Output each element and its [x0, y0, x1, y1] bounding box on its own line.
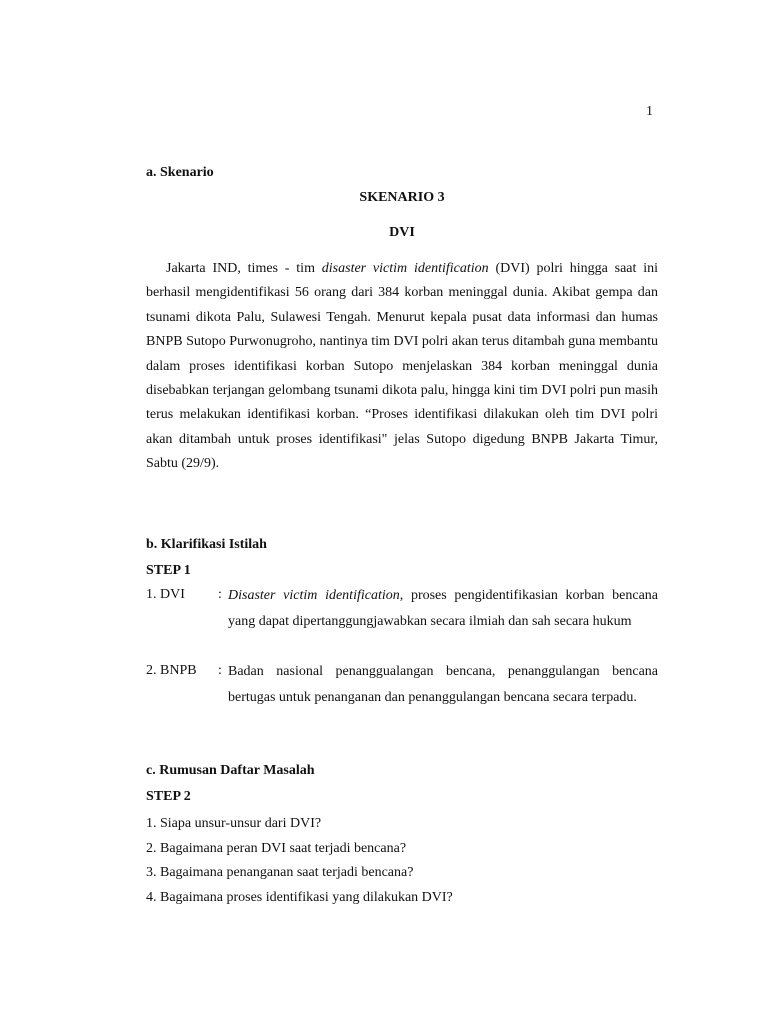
- term-dvi: 1. DVI: [146, 587, 185, 602]
- paragraph-part-2: (DVI) polri hingga saat ini berhasil mengidentifikasi 56 orang dari 384 korban meninggal dunia. Akibat gempa dan tsunami dikota Palu, Sulawesi Tengah. Menurut kepala pusat data informasi dan humas BNPB Sutopo Purwonugroho, nantinya tim DVI polri akan terus ditambah guna membantu dalam proses identifikasi korban Sutopo menjelaskan 384 korban meninggal dunia disebabkan terjangan gelombang tsunami dikota palu, hingga kini tim DVI polri pun masih terus melakukan identifikasi korban. “Proses identifikasi dilakukan oleh tim DVI polri akan ditambah untuk proses identifikasi" jelas Sutopo digedung BNPB Jakarta Timur, Sabtu (29/9).: [146, 261, 659, 472]
- paragraph-italic-term: disaster victim identification: [321, 261, 489, 276]
- paragraph-part-1: Jakarta IND, times - tim: [166, 261, 322, 276]
- term-dvi-colon: :: [218, 587, 222, 602]
- section-c-step: STEP 2: [146, 789, 191, 804]
- term-bnpb-colon: :: [218, 663, 222, 678]
- page-number: 1: [646, 104, 653, 119]
- list-item: 3. Bagaimana penanganan saat terjadi bencana?: [146, 865, 414, 880]
- section-b-step: STEP 1: [146, 563, 191, 578]
- scenario-title: SKENARIO 3: [359, 190, 445, 205]
- term-bnpb: 2. BNPB: [146, 663, 197, 678]
- term-bnpb-definition-text: Badan nasional penanggualangan bencana, penanggulangan bencana bertugas untuk penanganan dan penanggulangan bencana secara terpadu.: [228, 664, 658, 705]
- scenario-paragraph: [146, 257, 658, 477]
- list-item: 4. Bagaimana proses identifikasi yang dilakukan DVI?: [146, 889, 453, 905]
- list-item: 2. Bagaimana peran DVI saat terjadi bencana?: [146, 840, 407, 856]
- list-item: 1. Siapa unsur-unsur dari DVI?: [146, 816, 322, 831]
- section-a-heading: a. Skenario: [146, 165, 214, 180]
- term-dvi-definition-text: , proses pengidentifikasian korban bencana yang dapat dipertanggungjawabkan secara ilmiah dan sah secara hukum: [228, 588, 658, 629]
- problem-list: [146, 812, 453, 910]
- section-b-heading: b. Klarifikasi Istilah: [146, 537, 267, 552]
- section-c-heading: c. Rumusan Daftar Masalah: [146, 763, 315, 778]
- scenario-subtitle: DVI: [389, 225, 415, 240]
- term-dvi-definition-italic: Disaster victim identification: [228, 588, 400, 603]
- term-bnpb-definition: [228, 659, 658, 710]
- term-dvi-definition: [228, 583, 658, 634]
